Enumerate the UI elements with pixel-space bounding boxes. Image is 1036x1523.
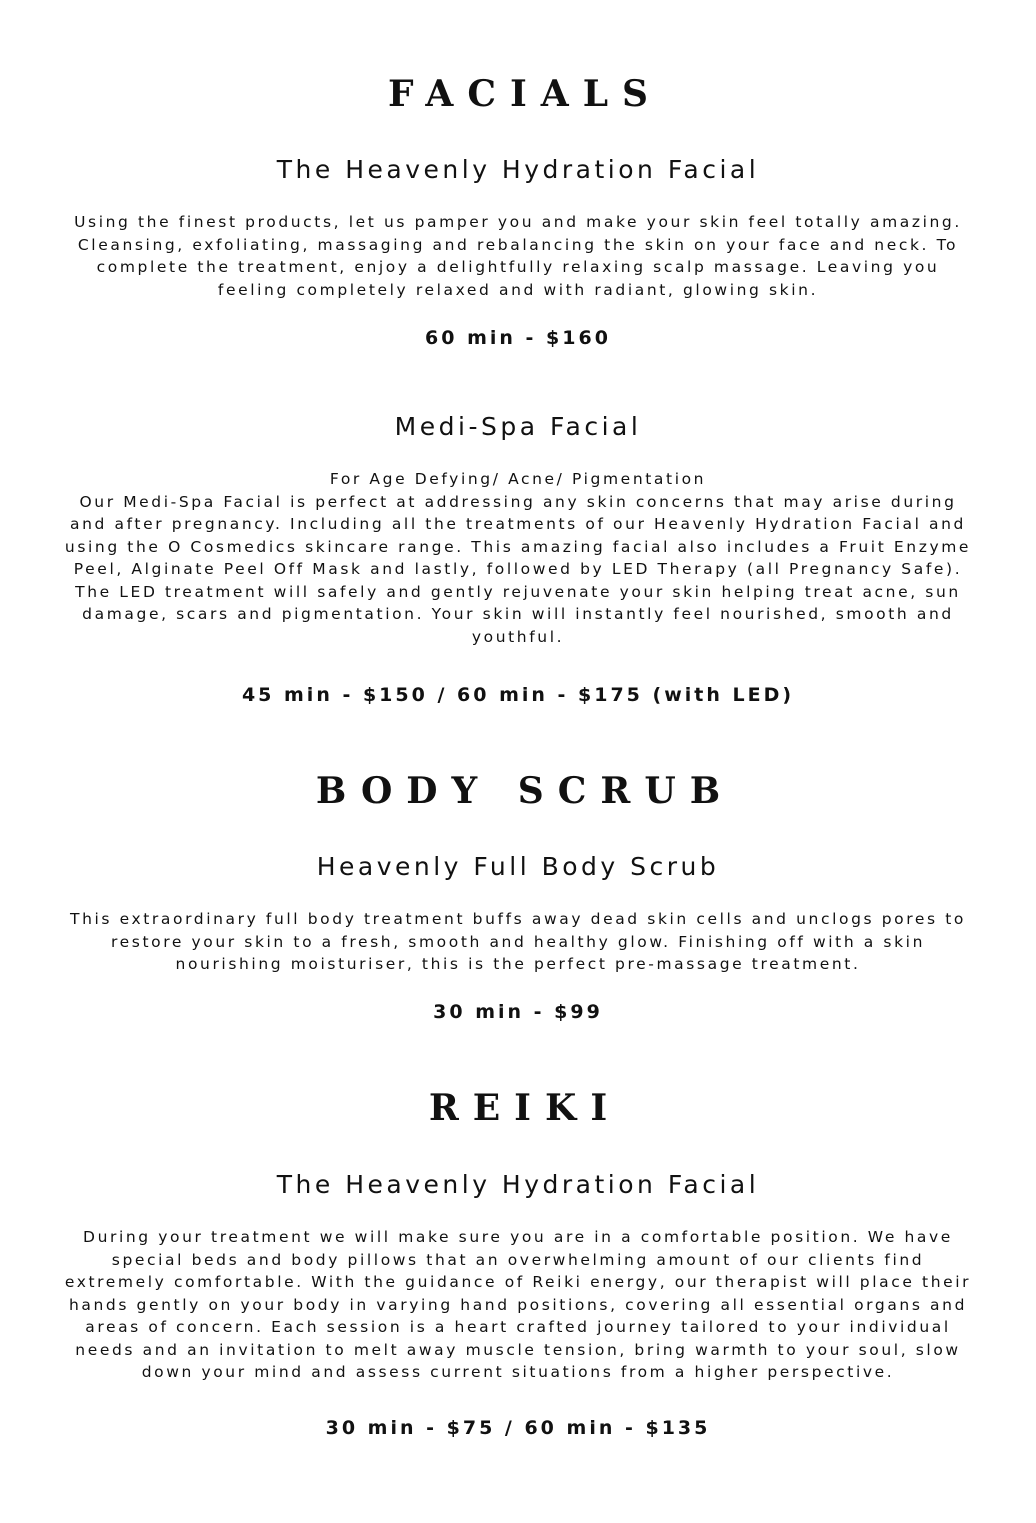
item-description-heavenly-hydration-facial: Using the finest products, let us pamper you and make your skin feel totally amazing. Cleansing, exfoliating, massaging and rebalancing the skin on your face and neck. To complete the treatment, enjoy a delightfully relaxing scalp massage. Leaving you feeling completely relaxed and with radiant, glowing skin.: [74, 213, 962, 299]
item-title-medi-spa-facial: Medi-Spa Facial: [394, 412, 642, 441]
section-heading-body-scrub: BODY SCRUB: [315, 770, 735, 812]
item-price-heavenly-hydration-facial: 60 min - $160: [425, 327, 611, 349]
item-price-heavenly-full-body-scrub: 30 min - $99: [433, 1001, 603, 1023]
item-price-medi-spa-facial: 45 min - $150 / 60 min - $175 (with LED): [241, 684, 795, 706]
item-title-heavenly-hydration-facial: The Heavenly Hydration Facial: [276, 155, 760, 184]
item-description-reiki-session: During your treatment we will make sure you are in a comfortable position. We have special beds and body pillows that an overwhelming amount of our clients find extremely comfortable. With the guidance of Reiki energy, our therapist will place their hands gently on your body in varying hand positions, covering all essential organs and areas of concern. Each session is a heart crafted journey tailored to your individual needs and an invitation to melt away muscle tension, bring warmth to your soul, slow down your mind and assess current situations from a higher perspective.: [64, 1228, 972, 1381]
item-price-reiki-session: 30 min - $75 / 60 min - $135: [325, 1417, 711, 1439]
item-title-heavenly-full-body-scrub: Heavenly Full Body Scrub: [316, 852, 720, 881]
section-heading-reiki: REIKI: [428, 1087, 622, 1129]
item-title-reiki-session: The Heavenly Hydration Facial: [276, 1170, 760, 1199]
section-heading-facials: FACIALS: [387, 73, 663, 115]
item-description-heavenly-full-body-scrub: This extraordinary full body treatment buffs away dead skin cells and unclogs pores to restore your skin to a fresh, smooth and healthy glow. Finishing off with a skin nourishing moisturiser, this is the perfect pre-massage treatment.: [70, 910, 966, 973]
item-description-medi-spa-facial: For Age Defying/ Acne/ Pigmentation Our Medi-Spa Facial is perfect at addressing any skin concerns that may arise during and after pregnancy. Including all the treatments of our Heavenly Hydration Facial and using the O Cosmedics skincare range. This amazing facial also includes a Fruit Enzyme Peel, Alginate Peel Off Mask and lastly, followed by LED Therapy (all Pregnancy Safe). The LED treatment will safely and gently rejuvenate your skin helping treat acne, sun damage, scars and pigmentation. Your skin will instantly feel nourished, smooth and youthful.: [62, 468, 974, 648]
item-subtitle-medi-spa-facial: For Age Defying/ Acne/ Pigmentation: [329, 470, 707, 488]
